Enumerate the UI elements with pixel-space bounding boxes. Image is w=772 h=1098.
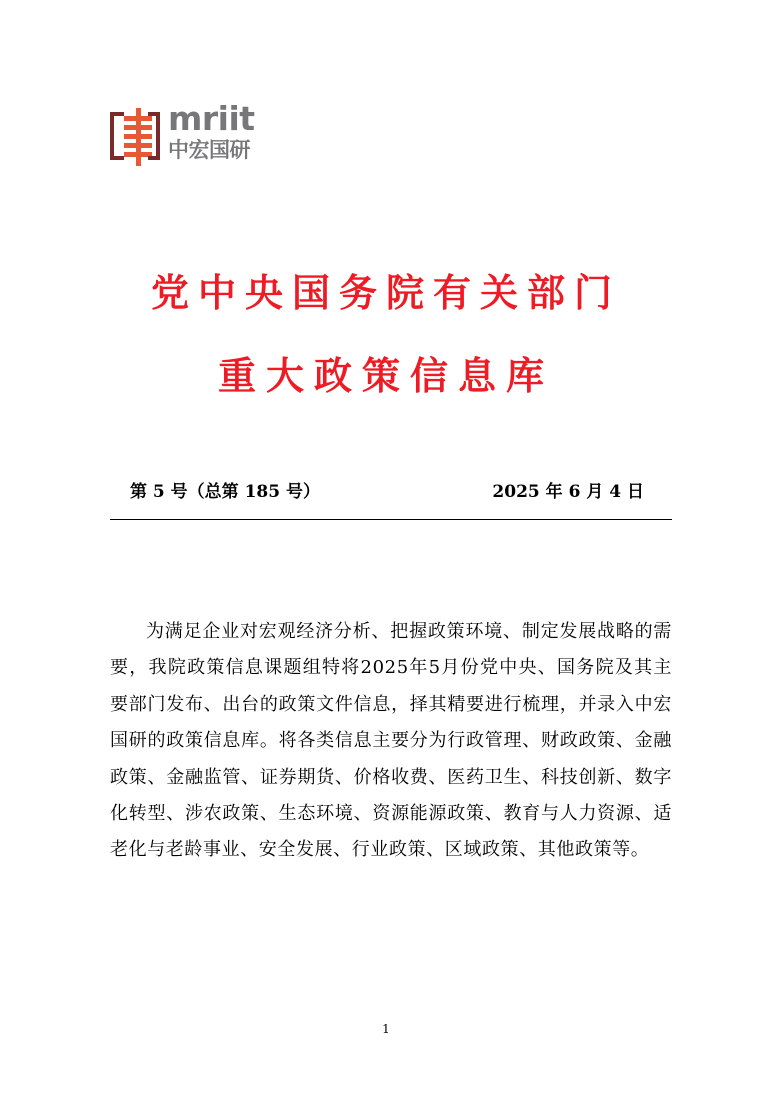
- logo: [110, 99, 270, 170]
- logo-text-en: mriit: [168, 99, 255, 138]
- logo-text-cn: 中宏国研: [168, 138, 250, 162]
- mriit-logo-mark-icon: [110, 108, 162, 166]
- page-title-line-1: 党中央国务院有关部门: [150, 271, 621, 315]
- issue-date: 2025 年 6 月 4 日: [492, 482, 644, 502]
- page-number: 1: [382, 1022, 390, 1036]
- header-divider: [110, 519, 672, 520]
- page-title-line-2: 重大政策信息库: [217, 354, 554, 398]
- issue-number: 第 5 号（总第 185 号）: [130, 482, 320, 502]
- intro-paragraph: 为满足企业对宏观经济分析、把握政策环境、制定发展战略的需要，我院政策信息课题组特将2025年5月份党中央、国务院及其主要部门发布、出台的政策文件信息，择其精要进行梳理，并录入中宏国研的政策信息库。将各类信息主要分为行政管理、财政政策、金融政策、金融监管、证券期货、价格收费、医药卫生、科技创新、数字化转型、涉农政策、生态环境、资源能源政策、教育与人力资源、适老化与老龄事业、安全发展、行业政策、区域政策、其他政策等。: [110, 621, 672, 861]
